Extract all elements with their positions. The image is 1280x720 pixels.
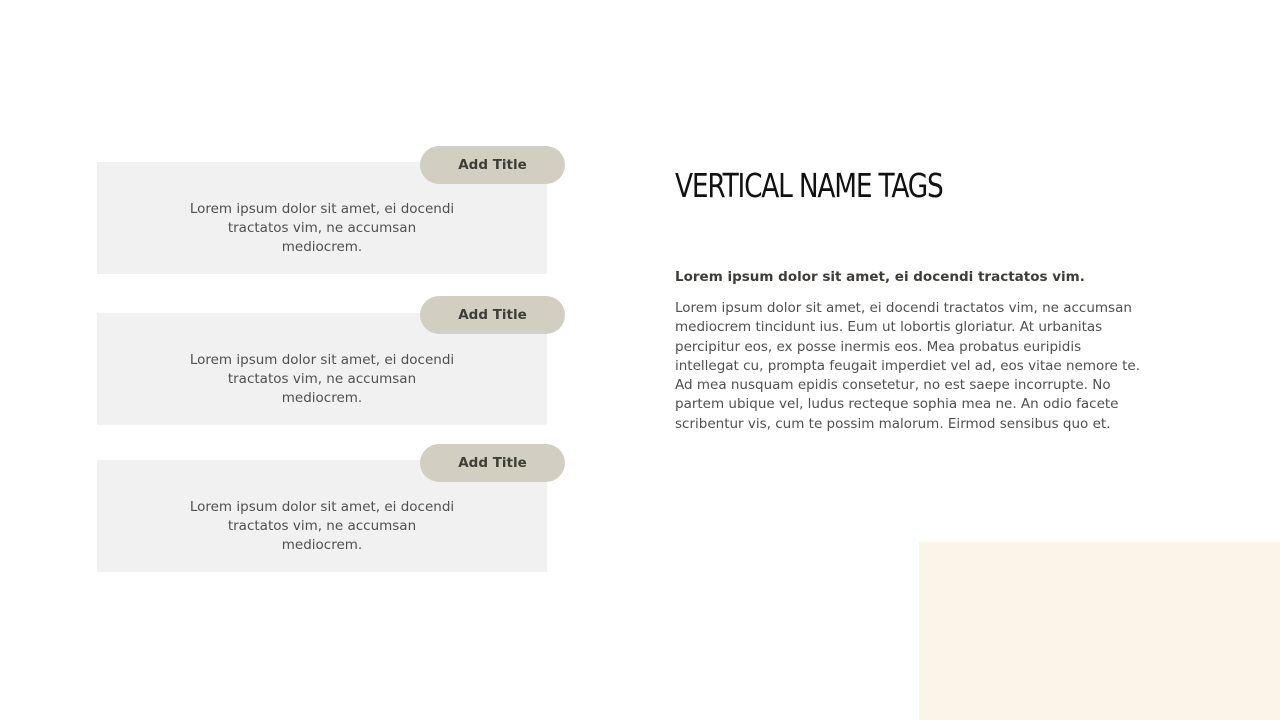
slide-title: VERTICAL NAME TAGS <box>675 166 943 205</box>
card-1-tag[interactable]: Add Title <box>420 146 565 184</box>
decorative-corner-block <box>919 542 1280 720</box>
slide-subheading: Lorem ipsum dolor sit amet, ei docendi tractatos vim. <box>675 269 1085 285</box>
slide-body-text: Lorem ipsum dolor sit amet, ei docendi tractatos vim, ne accumsan mediocrem tincidunt ius. Eum ut lobortis gloriatur. At urbanitas percipitur eos, ex posse inermis eos. Mea probatus euripidis intellegat cu, prompta feugait imperdiet vel ad, eos vitae nemore te. Ad mea nusquam epidis consetetur, no est saepe incorrupte. No partem ubique vel, ludus recteque sophia mea ne. An odio facete scribentur vis, cum te possim malorum. Eirmod sensibus quo et. <box>675 300 1141 432</box>
card-2-tag[interactable]: Add Title <box>420 296 565 334</box>
card-3-tag[interactable]: Add Title <box>420 444 565 482</box>
card-1-text: Lorem ipsum dolor sit amet, ei docendi tractatos vim, ne accumsan mediocrem. <box>189 201 455 255</box>
card-3-text: Lorem ipsum dolor sit amet, ei docendi tractatos vim, ne accumsan mediocrem. <box>189 499 455 553</box>
card-2-text: Lorem ipsum dolor sit amet, ei docendi tractatos vim, ne accumsan mediocrem. <box>189 352 455 406</box>
